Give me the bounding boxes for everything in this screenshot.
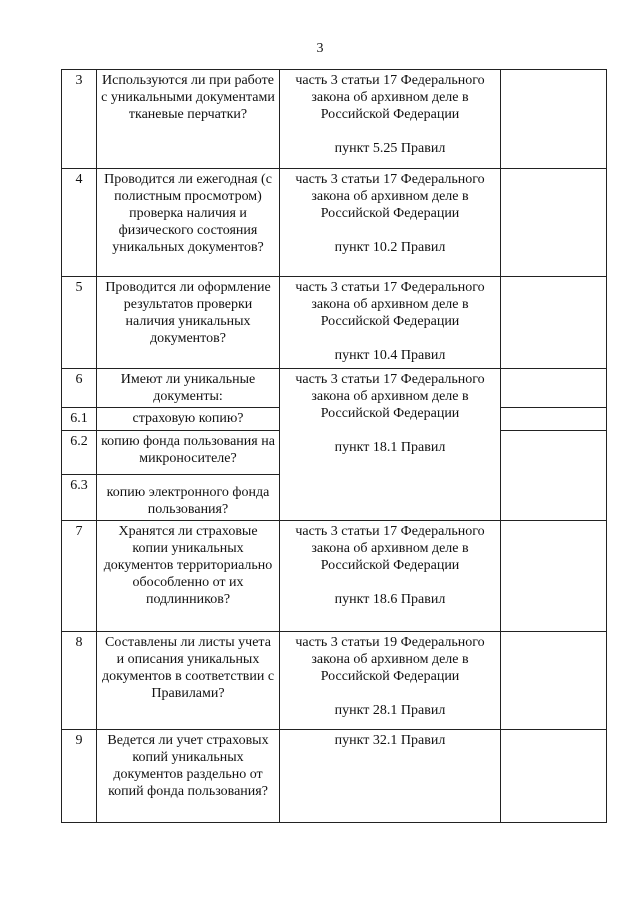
- rule-reference: пункт 10.2 Правил: [334, 240, 446, 255]
- law-reference: часть 3 статьи 17 Федерального закона об архивном деле в Российской Федерации: [295, 73, 485, 122]
- row-number: 8: [62, 632, 97, 730]
- checklist-table: [61, 69, 607, 823]
- law-reference: часть 3 статьи 17 Федерального закона об архивном деле в Российской Федерации: [295, 524, 485, 573]
- answer-cell: [501, 277, 607, 369]
- reference-cell: [280, 70, 501, 169]
- row-number: 4: [62, 169, 97, 277]
- reference-cell: [280, 730, 501, 823]
- law-reference: часть 3 статьи 17 Федерального закона об архивном деле в Российской Федерации: [295, 172, 485, 221]
- law-reference: часть 3 статьи 17 Федерального закона об архивном деле в Российской Федерации: [295, 372, 485, 421]
- reference-cell: [280, 169, 501, 277]
- question-cell: Имеют ли уникальные документы:: [97, 369, 280, 408]
- reference-cell: [280, 521, 501, 632]
- answer-cell: [501, 369, 607, 408]
- rule-reference: пункт 28.1 Правил: [334, 703, 446, 718]
- table-row: [62, 632, 607, 730]
- table-row: [62, 70, 607, 169]
- answer-cell: [501, 730, 607, 823]
- rule-reference: пункт 10.4 Правил: [334, 348, 446, 363]
- rule-reference: пункт 32.1 Правил: [334, 733, 446, 748]
- question-cell: Хранятся ли страховые копии уникальных документов территориально обособленно от их подлинников?: [97, 521, 280, 632]
- answer-cell: [501, 70, 607, 169]
- answer-cell: [501, 521, 607, 632]
- rule-reference: пункт 18.6 Правил: [334, 592, 446, 607]
- row-number: 6.3: [62, 475, 97, 521]
- table-row: [62, 169, 607, 277]
- question-cell: копию фонда пользования на микроносителе?: [97, 431, 280, 475]
- question-cell: Составлены ли листы учета и описания уникальных документов в соответствии с Правилами?: [97, 632, 280, 730]
- reference-cell: [280, 369, 501, 521]
- table-row: [62, 521, 607, 632]
- table-row: [62, 369, 607, 408]
- row-number: 5: [62, 277, 97, 369]
- question-cell: Ведется ли учет страховых копий уникальных документов раздельно от копий фонда пользования?: [97, 730, 280, 823]
- question-cell: Проводится ли ежегодная (с полистным просмотром) проверка наличия и физического состояния уникальных документов?: [97, 169, 280, 277]
- question-cell: Используются ли при работе с уникальными документами тканевые перчатки?: [97, 70, 280, 169]
- law-reference: часть 3 статьи 17 Федерального закона об архивном деле в Российской Федерации: [295, 280, 485, 329]
- answer-cell: [501, 408, 607, 431]
- answer-cell: [501, 431, 607, 521]
- question-cell: страховую копию?: [97, 408, 280, 431]
- row-number: 9: [62, 730, 97, 823]
- answer-cell: [501, 169, 607, 277]
- table-row: [62, 730, 607, 823]
- question-cell: Проводится ли оформление результатов проверки наличия уникальных документов?: [97, 277, 280, 369]
- row-number: 7: [62, 521, 97, 632]
- law-reference: часть 3 статьи 19 Федерального закона об архивном деле в Российской Федерации: [295, 635, 485, 684]
- question-cell: копию электронного фонда пользования?: [97, 475, 280, 521]
- answer-cell: [501, 632, 607, 730]
- row-number: 3: [62, 70, 97, 169]
- table-row: [62, 277, 607, 369]
- rule-reference: пункт 18.1 Правил: [334, 440, 446, 455]
- rule-reference: пункт 5.25 Правил: [334, 141, 446, 156]
- row-number: 6.2: [62, 431, 97, 475]
- reference-cell: [280, 277, 501, 369]
- row-number: 6.1: [62, 408, 97, 431]
- page-number: 3: [316, 41, 324, 56]
- reference-cell: [280, 632, 501, 730]
- row-number: 6: [62, 369, 97, 408]
